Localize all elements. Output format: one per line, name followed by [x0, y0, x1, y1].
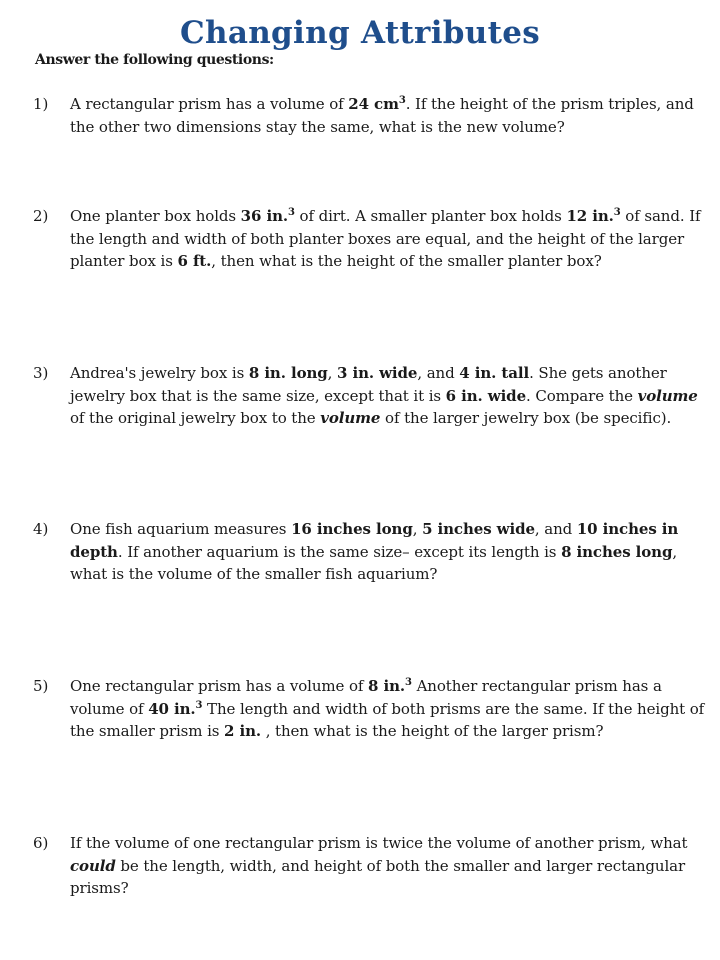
text-run: One fish aquarium measures — [70, 520, 292, 538]
question-4 — [33, 518, 705, 586]
question-number: 5) — [33, 677, 49, 695]
text-run: The length and width of both prisms are the same. If the height of the smaller prism is — [70, 699, 705, 740]
emphasis-text: 12 in. — [566, 207, 614, 225]
emphasis-text: 4 in. tall — [459, 364, 530, 382]
emphasis-text: 36 in. — [240, 207, 288, 225]
text-run: . If another aquarium is the same size– except its length is — [117, 542, 562, 561]
emphasis-text: could — [70, 856, 116, 875]
superscript: 3 — [398, 95, 406, 106]
emphasis-text: volume — [637, 386, 698, 405]
text-run: , what is the volume of the smaller fish aquarium? — [70, 542, 678, 583]
text-run: of dirt. A smaller planter box holds — [294, 207, 567, 225]
text-run: A rectangular prism has a volume of — [70, 95, 349, 113]
text-run: , then what is the height of the smaller planter box? — [211, 252, 602, 270]
text-run: If the volume of one rectangular prism is twice the volume of another prism, what — [70, 834, 688, 852]
superscript: 3 — [195, 699, 203, 711]
superscript: 3 — [288, 207, 295, 218]
text-run: Another rectangular prism has a volume of — [70, 677, 662, 718]
question-3 — [33, 362, 705, 430]
emphasis-text: 5 inches wide — [422, 520, 535, 538]
emphasis-text: 8 inches long — [561, 542, 673, 561]
emphasis-text: 16 inches long — [291, 520, 413, 538]
instructions-text: Answer the following questions: — [35, 52, 274, 68]
question-1 — [33, 93, 705, 138]
text-run: Andrea's jewelry box is — [70, 364, 249, 382]
text-run: of the larger jewelry box (be specific). — [380, 409, 672, 427]
question-number: 2) — [33, 207, 49, 225]
text-run: One planter box holds — [70, 207, 241, 225]
emphasis-text: 6 ft. — [177, 252, 212, 270]
text-run: of sand. If the length and width of both planter boxes are equal, and the height of the larger planter box is — [70, 207, 701, 270]
question-number: 1) — [33, 95, 49, 113]
question-text — [70, 675, 705, 743]
superscript: 3 — [613, 207, 621, 218]
text-run: , — [327, 364, 338, 382]
text-run: , then what is the height of the larger prism? — [261, 722, 604, 740]
text-run: . If the height of the prism triples, and the other two dimensions stay the same, what is the new volume? — [70, 95, 694, 136]
text-run: , and — [534, 520, 577, 538]
emphasis-text: 10 inches in depth — [70, 520, 679, 561]
text-run: be the length, width, and height of both the smaller and larger rectangular prisms? — [70, 856, 686, 897]
emphasis-text: 3 in. wide — [337, 364, 418, 382]
question-number: 6) — [33, 834, 49, 852]
emphasis-text: 40 in. — [148, 699, 196, 718]
text-run: One rectangular prism has a volume of — [70, 677, 369, 695]
text-run: . Compare the — [526, 386, 638, 405]
emphasis-text: 8 in. — [368, 677, 406, 695]
question-6 — [33, 832, 705, 900]
question-number: 4) — [33, 520, 49, 538]
question-text — [70, 93, 705, 138]
text-run: of the original jewelry box to the — [70, 409, 321, 427]
question-number: 3) — [33, 364, 49, 382]
question-text — [70, 832, 705, 900]
question-5 — [33, 675, 705, 743]
emphasis-text: 8 in. long — [248, 364, 328, 382]
emphasis-text: 24 cm — [348, 95, 399, 113]
superscript: 3 — [405, 677, 412, 688]
text-run: , — [412, 520, 423, 538]
emphasis-text: 6 in. wide — [445, 386, 527, 405]
emphasis-text: volume — [320, 409, 381, 427]
question-2 — [33, 205, 705, 273]
text-run: . She gets another jewelry box that is the same size, except that it is — [70, 364, 667, 405]
question-text — [70, 205, 705, 273]
question-text — [70, 518, 705, 586]
emphasis-text: 2 in. — [224, 722, 262, 740]
page-title: Changing Attributes — [180, 15, 540, 51]
text-run: , and — [417, 364, 460, 382]
question-text — [70, 362, 705, 430]
